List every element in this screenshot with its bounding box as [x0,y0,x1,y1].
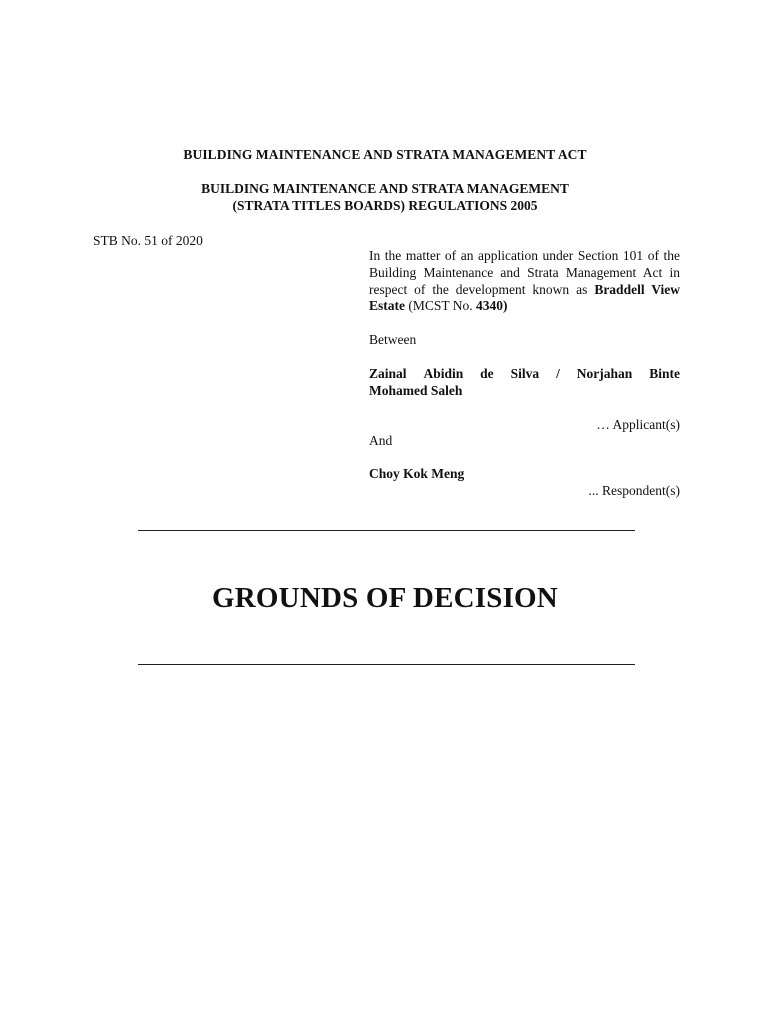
grounds-of-decision-title: GROUNDS OF DECISION [212,582,558,614]
applicant-name-word: Abidin [423,366,464,381]
development-name: Braddell View Estate [369,281,681,314]
respondent-role: ... Respondent(s) [588,483,680,498]
regulations-title-line1: BUILDING MAINTENANCE AND STRATA MANAGEMENT [201,181,569,196]
act-title: BUILDING MAINTENANCE AND STRATA MANAGEMENT ACT [183,147,587,162]
applicant-name-word: Binte [649,366,680,381]
regulations-title [0,181,770,214]
mcst-number: 4340) [476,298,508,314]
between-label: Between [369,332,417,347]
applicant-name-line2: Mohamed Saleh [369,382,463,398]
respondent-name: Choy Kok Meng [369,466,465,481]
horizontal-rule-top [138,530,635,531]
applicant-name-word: de [480,366,494,381]
applicant-name-line1 [369,366,680,383]
matter-paragraph [369,248,680,315]
stb-case-number: STB No. 51 of 2020 [93,233,203,248]
applicant-role: … Applicant(s) [596,417,680,432]
and-label: And [369,433,393,448]
mcst-prefix: (MCST No. [408,298,477,314]
applicant-names [369,366,680,400]
applicant-name-word: Zainal [369,366,407,381]
matter-text: In the matter of an application under Section 101 of the Building Maintenance and Strata Management Act in respect of the development known as [369,248,680,297]
applicant-name-word: Norjahan [576,366,633,381]
applicant-name-word: / [556,366,560,381]
applicant-name-word: Silva [510,366,540,381]
regulations-title-line2: (STRATA TITLES BOARDS) REGULATIONS 2005 [232,197,538,213]
horizontal-rule-bottom [138,664,635,665]
